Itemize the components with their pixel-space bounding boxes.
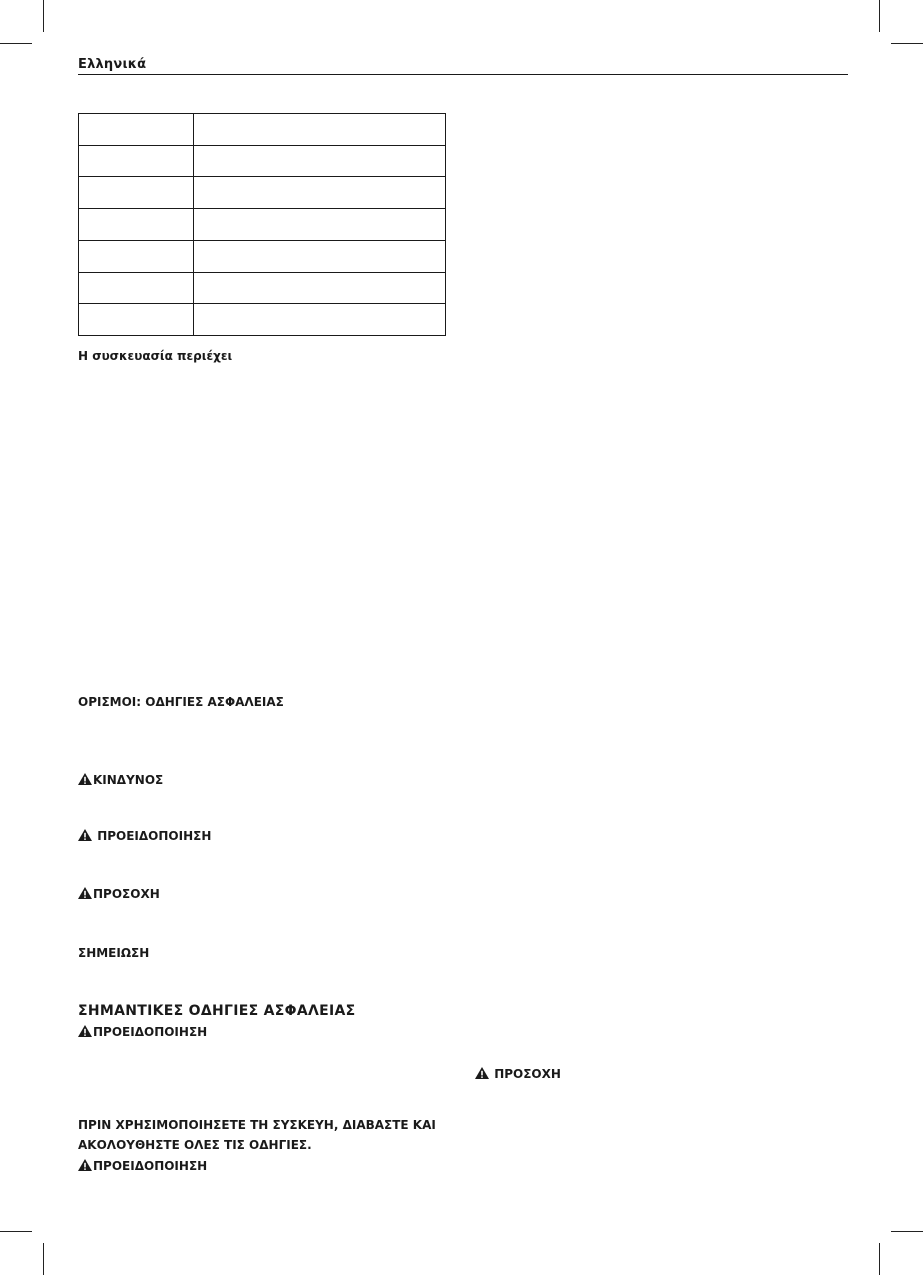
caution-label-2 [475,1067,561,1081]
danger-text: ΚΙΝΔΥΝΟΣ [93,773,164,787]
warning-triangle-icon [78,773,92,785]
warning-triangle-icon [78,887,92,899]
crop-mark [0,1231,32,1232]
crop-mark [879,0,880,32]
warning-label-2 [78,1025,207,1039]
warning-text: ΠΡΟΕΙΔΟΠΟΙΗΣΗ [93,1025,208,1039]
warning-label-1 [78,829,211,843]
header-rule [78,74,848,75]
warning-text: ΠΡΟΕΙΔΟΠΟΙΗΣΗ [97,829,212,843]
table-row [79,304,446,336]
danger-label [78,773,163,787]
warning-triangle-icon [78,829,92,841]
caution-label-1 [78,887,160,901]
crop-mark [879,1243,880,1275]
table-cell [79,240,194,272]
caution-text: ΠΡΟΣΟΧΗ [494,1067,561,1081]
definitions-heading: ΟΡΙΣΜΟΙ: ΟΔΗΓΙΕΣ ΑΣΦΑΛΕΙΑΣ [78,695,284,709]
table-row [79,114,446,146]
crop-mark [43,1243,44,1275]
crop-mark [0,43,32,44]
read-instructions-line-2: ΑΚΟΛΟΥΘΗΣΤΕ ΟΛΕΣ ΤΙΣ ΟΔΗΓΙΕΣ. [78,1138,312,1152]
spec-table [78,113,446,336]
table-row [79,145,446,177]
table-row [79,240,446,272]
notice-label: ΣΗΜΕΙΩΣΗ [78,946,150,960]
important-safety-heading: ΣΗΜΑΝΤΙΚΕΣ ΟΔΗΓΙΕΣ ΑΣΦΑΛΕΙΑΣ [78,1003,356,1019]
table-row [79,209,446,241]
warning-triangle-icon [475,1067,489,1079]
table-cell [194,177,446,209]
crop-mark [891,1231,923,1232]
table-cell [194,304,446,336]
package-contents-heading: Η συσκευασία περιέχει [78,349,233,363]
table-cell [79,177,194,209]
table-cell [194,209,446,241]
read-instructions-line-1: ΠΡΙΝ ΧΡΗΣΙΜΟΠΟΙΗΣΕΤΕ ΤΗ ΣΥΣΚΕΥΗ, ΔΙΑΒΑΣΤΕ ΚΑΙ [78,1118,436,1132]
table-cell [194,272,446,304]
table-cell [79,145,194,177]
table-cell [194,145,446,177]
table-cell [79,114,194,146]
table-cell [194,114,446,146]
warning-text: ΠΡΟΕΙΔΟΠΟΙΗΣΗ [93,1159,208,1173]
table-row [79,177,446,209]
table-cell [79,304,194,336]
table-cell [79,209,194,241]
warning-triangle-icon [78,1025,92,1037]
table-row [79,272,446,304]
language-label: Ελληνικά [78,57,147,72]
caution-text: ΠΡΟΣΟΧΗ [93,887,160,901]
crop-mark [891,43,923,44]
table-cell [79,272,194,304]
warning-label-3 [78,1159,207,1173]
table-cell [194,240,446,272]
crop-mark [43,0,44,32]
warning-triangle-icon [78,1159,92,1171]
